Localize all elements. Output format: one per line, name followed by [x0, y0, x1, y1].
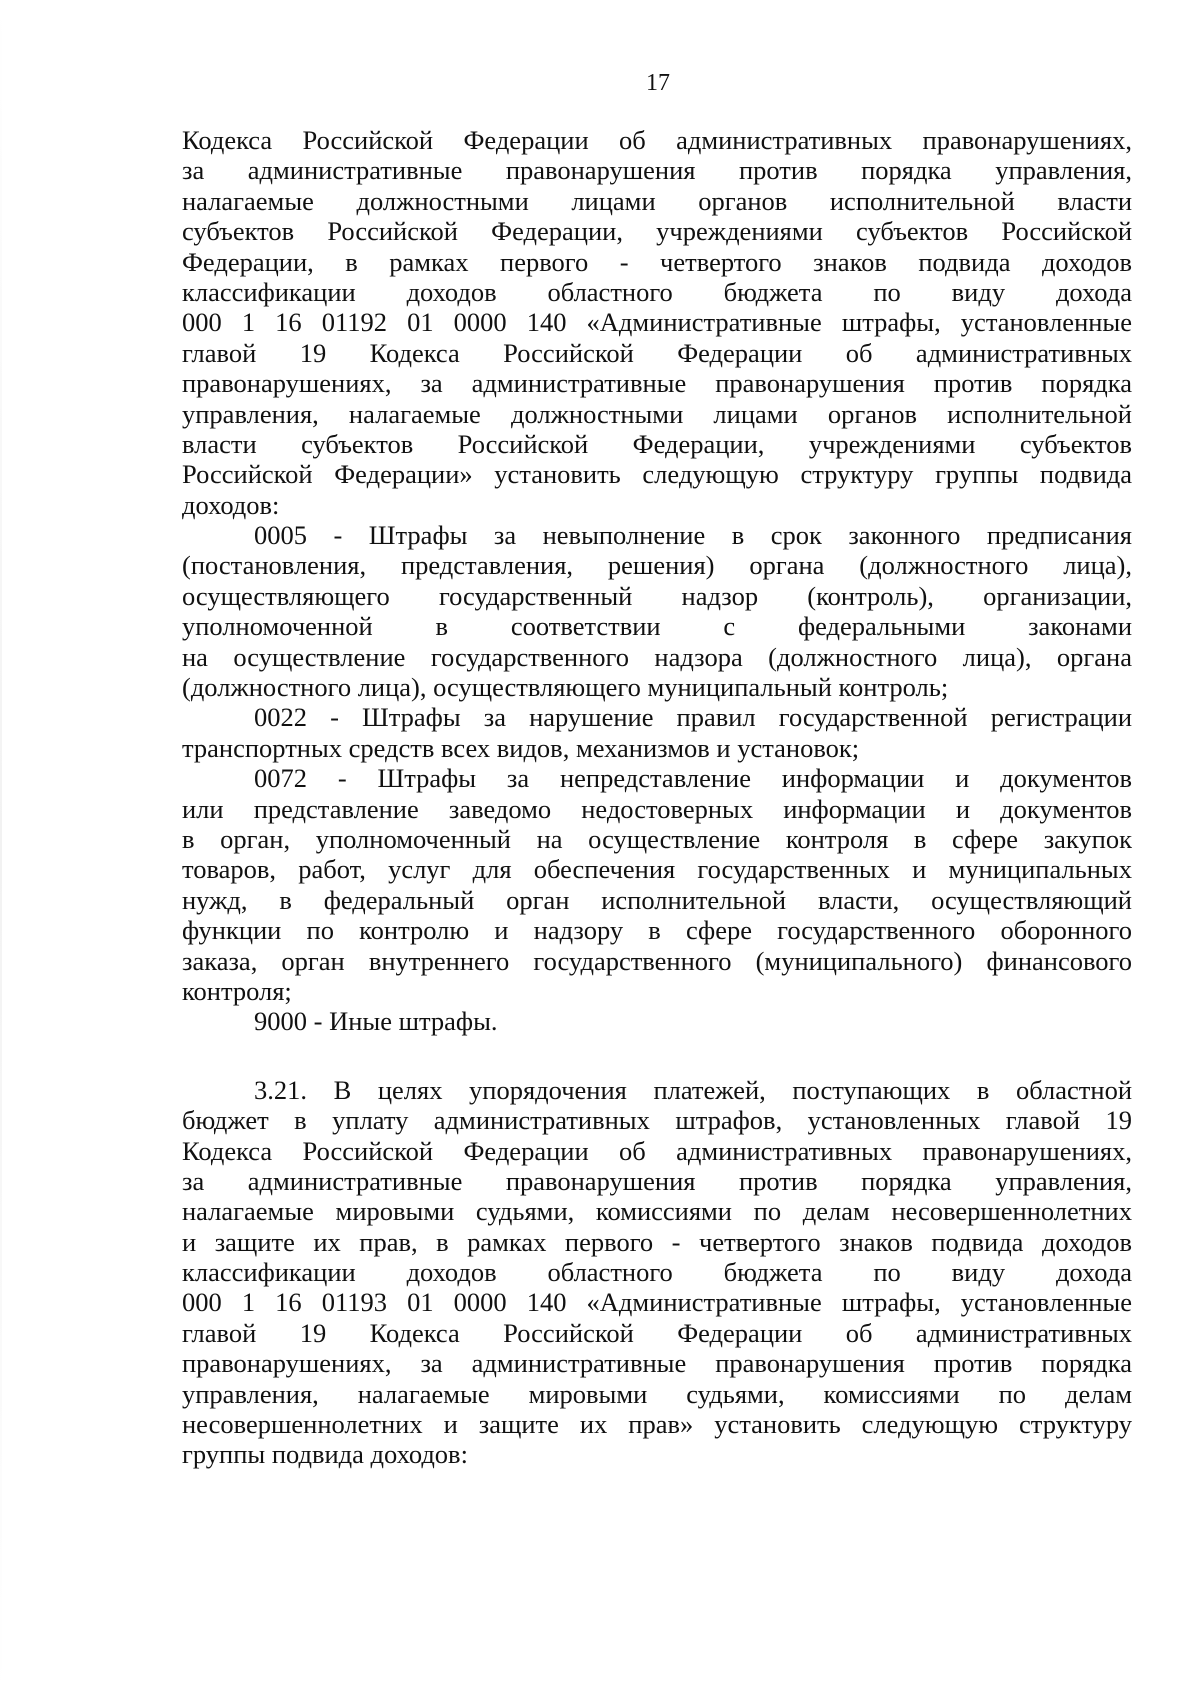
text-line: заказа, орган внутреннего государственного (муниципального) финансового [182, 945, 1132, 976]
paragraph [182, 520, 1132, 702]
text-line: власти субъектов Российской Федерации, учреждениями субъектов [182, 428, 1132, 459]
text-line: налагаемые мировыми судьями, комиссиями по делам несовершеннолетних [182, 1196, 1132, 1227]
text-line: управления, налагаемые мировыми судьями, комиссиями по делам [182, 1378, 1132, 1409]
text-line: классификации доходов областного бюджета по виду дохода [182, 276, 1132, 307]
text-line: правонарушениях, за административные правонарушения против порядка [182, 1348, 1132, 1379]
text-line: 0072 - Штрафы за непредставление информации и документов [254, 763, 1132, 794]
text-line: 0022 - Штрафы за нарушение правил государственной регистрации [254, 702, 1132, 733]
text-line: главой 19 Кодекса Российской Федерации об административных [182, 337, 1132, 368]
text-line: правонарушениях, за административные правонарушения против порядка [182, 368, 1132, 399]
paragraph [182, 763, 1132, 1006]
text-line: субъектов Российской Федерации, учреждениями субъектов Российской [182, 216, 1132, 247]
scan-edge-shadow [0, 0, 2, 1697]
text-line: классификации доходов областного бюджета по виду дохода [182, 1257, 1132, 1288]
text-line: контроля; [182, 975, 292, 1006]
text-line: в орган, уполномоченный на осуществление контроля в сфере закупок [182, 823, 1132, 854]
text-line: 0005 - Штрафы за невыполнение в срок законного предписания [254, 520, 1132, 551]
text-line: Кодекса Российской Федерации об административных правонарушениях, [182, 1135, 1132, 1166]
text-line: за административные правонарушения против порядка управления, [182, 155, 1132, 186]
text-line: (должностного лица), осуществляющего муниципальный контроль; [182, 672, 949, 703]
text-line: несовершеннолетних и защите их прав» установить следующую структуру [182, 1409, 1132, 1440]
paragraph [182, 1006, 1132, 1036]
text-line: 9000 - Иные штрафы. [254, 1006, 498, 1037]
text-line: главой 19 Кодекса Российской Федерации об административных [182, 1317, 1132, 1348]
text-line: 000 1 16 01193 01 0000 140 «Административные штрафы, установленные [182, 1287, 1132, 1318]
text-line: нужд, в федеральный орган исполнительной власти, осуществляющий [182, 884, 1132, 915]
text-line: бюджет в уплату административных штрафов, установленных главой 19 [182, 1105, 1132, 1136]
text-line: 3.21. В целях упорядочения платежей, поступающих в областной [254, 1074, 1132, 1105]
text-line: функции по контролю и надзору в сфере государственного оборонного [182, 915, 1132, 946]
paragraph-gap [182, 1037, 1132, 1075]
text-line: или представление заведомо недостоверных информации и документов [182, 793, 1132, 824]
text-line: налагаемые должностными лицами органов исполнительной власти [182, 185, 1132, 216]
text-line: Кодекса Российской Федерации об административных правонарушениях, [182, 125, 1132, 155]
paragraph [182, 702, 1132, 763]
text-line: 000 1 16 01192 01 0000 140 «Административные штрафы, установленные [182, 307, 1132, 338]
text-line: товаров, работ, услуг для обеспечения государственных и муниципальных [182, 854, 1132, 885]
text-line: доходов: [182, 489, 280, 520]
text-line: уполномоченной в соответствии с федеральными законами [182, 611, 1132, 642]
text-line: за административные правонарушения против порядка управления, [182, 1165, 1132, 1196]
text-line: транспортных средств всех видов, механизмов и установок; [182, 732, 860, 763]
paragraph [182, 1075, 1132, 1470]
page-number: 17 [646, 70, 670, 96]
document-body [182, 125, 1132, 1470]
text-line: и защите их прав, в рамках первого - четвертого знаков подвида доходов [182, 1226, 1132, 1257]
text-line: на осуществление государственного надзора (должностного лица), органа [182, 641, 1132, 672]
text-line: Российской Федерации» установить следующую структуру группы подвида [182, 459, 1132, 490]
text-line: управления, налагаемые должностными лицами органов исполнительной [182, 398, 1132, 429]
paragraph [182, 125, 1132, 520]
text-line: группы подвида доходов: [182, 1439, 468, 1470]
text-line: (постановления, представления, решения) органа (должностного лица), [182, 550, 1132, 581]
text-line: Федерации, в рамках первого - четвертого знаков подвида доходов [182, 246, 1132, 277]
text-line: осуществляющего государственный надзор (контроль), организации, [182, 580, 1132, 611]
